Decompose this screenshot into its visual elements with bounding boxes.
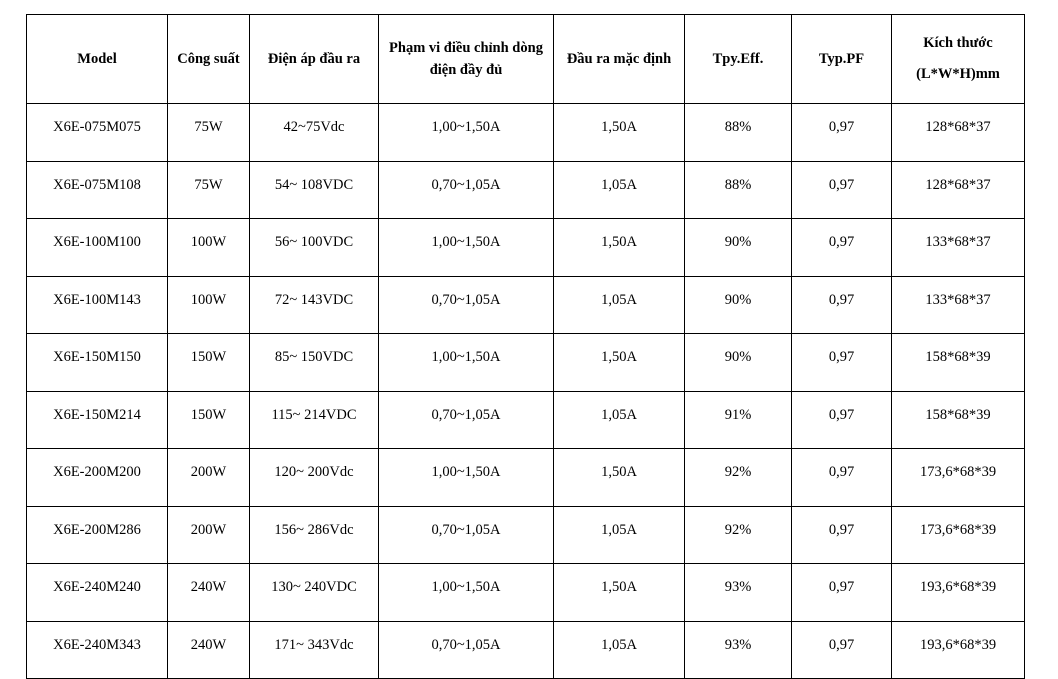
cell-size: 173,6*68*39 [892,506,1025,564]
header-current-range-line2: điện đầy đủ [429,62,503,78]
cell-efficiency: 88% [685,104,792,162]
cell-voltage: 42~75Vdc [250,104,379,162]
cell-pf: 0,97 [792,564,892,622]
cell-size: 193,6*68*39 [892,621,1025,679]
cell-default-output: 1,50A [554,219,685,277]
table-header-row [27,15,1025,104]
cell-model: X6E-150M150 [27,334,168,392]
cell-power: 100W [168,219,250,277]
cell-current-range: 0,70~1,05A [379,621,554,679]
cell-voltage: 130~ 240VDC [250,564,379,622]
cell-size: 173,6*68*39 [892,449,1025,507]
cell-efficiency: 90% [685,334,792,392]
table-row [27,449,1025,507]
cell-current-range: 1,00~1,50A [379,564,554,622]
cell-pf: 0,97 [792,449,892,507]
cell-efficiency: 93% [685,564,792,622]
cell-default-output: 1,05A [554,621,685,679]
cell-model: X6E-075M108 [27,161,168,219]
cell-current-range: 1,00~1,50A [379,104,554,162]
header-current-range [379,15,554,104]
cell-voltage: 171~ 343Vdc [250,621,379,679]
cell-default-output: 1,05A [554,161,685,219]
cell-voltage: 115~ 214VDC [250,391,379,449]
table-row [27,506,1025,564]
header-size-line1: Kích thước [923,34,993,51]
cell-default-output: 1,50A [554,449,685,507]
cell-voltage: 120~ 200Vdc [250,449,379,507]
cell-current-range: 1,00~1,50A [379,219,554,277]
cell-efficiency: 92% [685,449,792,507]
cell-efficiency: 92% [685,506,792,564]
cell-power: 200W [168,449,250,507]
cell-default-output: 1,05A [554,276,685,334]
cell-default-output: 1,50A [554,334,685,392]
cell-size: 158*68*39 [892,391,1025,449]
cell-size: 158*68*39 [892,334,1025,392]
cell-voltage: 54~ 108VDC [250,161,379,219]
cell-size: 133*68*37 [892,276,1025,334]
cell-model: X6E-100M100 [27,219,168,277]
table-row [27,391,1025,449]
header-efficiency: Tpy.Eff. [685,15,792,104]
cell-default-output: 1,50A [554,104,685,162]
header-size [892,15,1025,104]
header-current-range-line1: Phạm vi điều chỉnh dòng [389,39,543,56]
header-size-line2: (L*W*H)mm [916,66,1000,82]
cell-power: 150W [168,391,250,449]
cell-voltage: 72~ 143VDC [250,276,379,334]
cell-pf: 0,97 [792,104,892,162]
table-row [27,104,1025,162]
cell-current-range: 0,70~1,05A [379,276,554,334]
cell-power: 240W [168,621,250,679]
cell-default-output: 1,05A [554,391,685,449]
cell-pf: 0,97 [792,621,892,679]
cell-power: 75W [168,161,250,219]
cell-pf: 0,97 [792,219,892,277]
cell-voltage: 85~ 150VDC [250,334,379,392]
cell-pf: 0,97 [792,276,892,334]
table-row [27,564,1025,622]
cell-pf: 0,97 [792,506,892,564]
cell-default-output: 1,50A [554,564,685,622]
cell-size: 128*68*37 [892,104,1025,162]
header-output-voltage: Điện áp đầu ra [250,15,379,104]
table-row [27,334,1025,392]
cell-voltage: 156~ 286Vdc [250,506,379,564]
cell-current-range: 1,00~1,50A [379,449,554,507]
table-row [27,161,1025,219]
cell-model: X6E-200M200 [27,449,168,507]
cell-size: 128*68*37 [892,161,1025,219]
cell-model: X6E-150M214 [27,391,168,449]
cell-default-output: 1,05A [554,506,685,564]
cell-current-range: 0,70~1,05A [379,506,554,564]
cell-size: 193,6*68*39 [892,564,1025,622]
cell-current-range: 0,70~1,05A [379,161,554,219]
spec-table [26,14,1025,679]
cell-efficiency: 91% [685,391,792,449]
cell-model: X6E-200M286 [27,506,168,564]
cell-size: 133*68*37 [892,219,1025,277]
cell-model: X6E-240M343 [27,621,168,679]
cell-efficiency: 90% [685,276,792,334]
cell-power: 200W [168,506,250,564]
cell-model: X6E-240M240 [27,564,168,622]
cell-efficiency: 90% [685,219,792,277]
cell-power: 150W [168,334,250,392]
cell-pf: 0,97 [792,161,892,219]
table-row [27,276,1025,334]
cell-power: 100W [168,276,250,334]
cell-power: 75W [168,104,250,162]
cell-efficiency: 88% [685,161,792,219]
cell-voltage: 56~ 100VDC [250,219,379,277]
cell-current-range: 0,70~1,05A [379,391,554,449]
table-row [27,621,1025,679]
header-power-factor: Typ.PF [792,15,892,104]
header-model: Model [27,15,168,104]
cell-pf: 0,97 [792,391,892,449]
header-power: Công suất [168,15,250,104]
table-row [27,219,1025,277]
cell-model: X6E-100M143 [27,276,168,334]
cell-efficiency: 93% [685,621,792,679]
cell-pf: 0,97 [792,334,892,392]
cell-current-range: 1,00~1,50A [379,334,554,392]
cell-power: 240W [168,564,250,622]
header-default-output: Đầu ra mặc định [554,15,685,104]
cell-model: X6E-075M075 [27,104,168,162]
